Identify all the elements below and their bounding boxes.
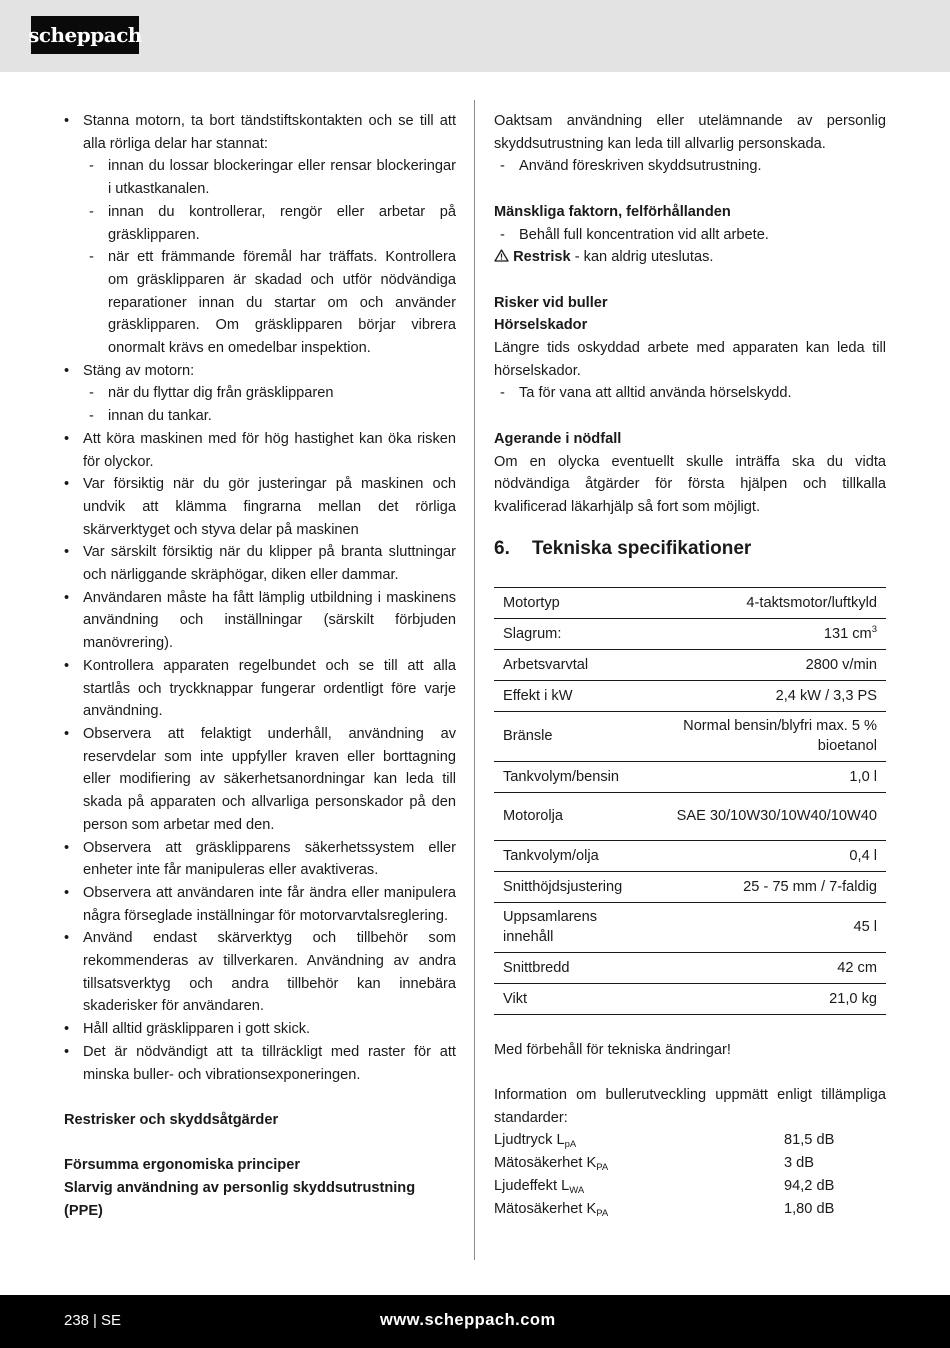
spec-value: Normal bensin/blyfri max. 5 % bioetanol xyxy=(642,711,886,761)
technical-changes-note: Med förbehåll för tekniska ändringar! xyxy=(494,1041,731,1058)
left-column xyxy=(64,110,456,1222)
heading-ppe: Slarvig användning av personlig skyddsutrustning (PPE) xyxy=(64,1180,416,1219)
heading-ergonomic: Försumma ergonomiska principer xyxy=(64,1157,300,1174)
sub-list-item: - innan du tankar. xyxy=(83,405,456,428)
right-column xyxy=(494,110,886,1220)
table-row xyxy=(494,840,886,871)
page-footer xyxy=(0,1295,950,1348)
noise-text: Längre tids oskyddad arbete med apparaten kan leda till hörselskador. xyxy=(494,340,886,379)
table-row xyxy=(494,792,886,840)
sub-list-item: - innan du kontrollerar, rengör eller arbetar på gräsklipparen. xyxy=(83,201,456,246)
spec-value: 21,0 kg xyxy=(642,983,886,1014)
section-title xyxy=(494,537,886,561)
list-item: • Att köra maskinen med för hög hastighet kan öka risken för olyckor. xyxy=(64,428,456,473)
noise-dash-item: - Ta för vana att alltid använda hörselskydd. xyxy=(494,382,886,405)
spec-label: Effekt i kW xyxy=(494,680,642,711)
spec-value: 0,4 l xyxy=(642,840,886,871)
human-dash-item: - Behåll full koncentration vid allt arbete. xyxy=(494,224,886,247)
table-row xyxy=(494,618,886,649)
noise-row: Ljudeffekt $L_{WA}$ 94,2 dB xyxy=(494,1177,835,1196)
website-link[interactable]: www.scheppach.com xyxy=(380,1311,556,1329)
spec-label: Snittbredd xyxy=(494,952,642,983)
spec-label: Slagrum: xyxy=(494,618,642,649)
spec-value: 131 $cm^3$ xyxy=(642,618,886,649)
noise-info-text: Information om bullerutveckling uppmätt enligt tillämpliga standarder: xyxy=(494,1087,886,1126)
heading-emergency: Agerande i nödfall xyxy=(494,430,622,447)
heading-noise-risks: Risker vid buller xyxy=(494,294,608,311)
list-item: • Stanna motorn, ta bort tändstiftskontakten och se till att alla rörliga delar har stannat: - innan du lossar blockeringar eller rensar blockeringar i utkastkanalen. - innan du kontrollerar, rengör eller arbetar på gräsklipparen. - när ett främmande föremål har träffats. Kontrollera om gräsklipparen är skadad och utför nödvändiga reparationer innan du startar om och använder gräsklipparen. Om gräsklipparen börjar vibrera onormalt krävs en omedelbar inspektion. xyxy=(64,110,456,360)
spec-value: 1,0 l xyxy=(642,761,886,792)
table-row xyxy=(494,983,886,1014)
residual-risk-label: Restrisk xyxy=(513,249,571,266)
table-row xyxy=(494,952,886,983)
spec-value: SAE 30/10W30/10W40/10W40 xyxy=(642,792,886,840)
spec-value: 42 cm xyxy=(642,952,886,983)
noise-row: Ljudtryck $L_{pA}$ 81,5 dB xyxy=(494,1132,835,1151)
sub-list-item: - när ett främmande föremål har träffats. Kontrollera om gräsklipparen är skadad och utför nödvändiga reparationer innan du startar om och använder gräsklipparen. Om gräsklipparen börjar vibrera onormalt krävs en omedelbar inspektion. xyxy=(83,246,456,360)
list-item: • Håll alltid gräsklipparen i gott skick. xyxy=(64,1018,456,1041)
scheppach-logo: scheppach xyxy=(31,16,139,54)
spec-table xyxy=(494,587,886,1015)
heading-residual-risks: Restrisker och skyddsåtgärder xyxy=(64,1111,279,1128)
table-row xyxy=(494,680,886,711)
section-number: 6. xyxy=(494,537,510,559)
list-item: • Var försiktig när du gör justeringar på maskinen och undvik att klämma fingrarna mellan det rörliga skärverktyget och styva delar på maskinen xyxy=(64,473,456,541)
spec-label: Vikt xyxy=(494,983,642,1014)
column-divider xyxy=(474,100,475,1260)
table-row xyxy=(494,711,886,761)
spec-value: 25 - 75 mm / 7-faldig xyxy=(642,871,886,902)
table-row xyxy=(494,871,886,902)
section-title-text: Tekniska specifikationer xyxy=(532,537,752,559)
noise-values xyxy=(494,1129,886,1220)
list-item: • Använd endast skärverktyg och tillbehör som rekommenderas av tillverkaren. Användning av andra tillsatsverktyg och andra tillbehör kan innebära skaderisker för användaren. xyxy=(64,927,456,1018)
list-item: • Observera att gräsklipparens säkerhetssystem eller enheter inte får manipuleras eller avaktiveras. xyxy=(64,837,456,882)
spec-label: Tankvolym/bensin xyxy=(494,761,642,792)
ppe-text: Oaktsam användning eller utelämnande av personlig skyddsutrustning kan leda till allvarlig personskada. xyxy=(494,113,886,152)
list-item: • Stäng av motorn: - när du flyttar dig från gräsklipparen - innan du tankar. xyxy=(64,360,456,428)
list-item: • Användaren måste ha fått lämplig utbildning i maskinens användning och inställningar (särskilt förbjuden manövrering). xyxy=(64,587,456,655)
sub-list-item: - när du flyttar dig från gräsklipparen xyxy=(83,382,456,405)
table-row xyxy=(494,649,886,680)
page-number: 238 | SE xyxy=(64,1312,121,1329)
spec-label: Motortyp xyxy=(494,587,642,618)
list-item: • Observera att felaktigt underhåll, användning av reservdelar som inte uppfyller kraven eller borttagning eller modifiering av säkerhetsanordningar kan leda till skada på apparaten och allvarliga personskador på den person som arbetar med den. xyxy=(64,723,456,837)
emergency-text: Om en olycka eventuellt skulle inträffa ska du vidta nödvändiga åtgärder för första hjälpen och tillkalla kvalificerad läkarhjälp så fort som möjligt. xyxy=(494,453,886,515)
spec-label: Motorolja xyxy=(494,792,642,840)
ppe-dash-item: - Använd föreskriven skyddsutrustning. xyxy=(494,155,886,178)
spec-value: 2800 v/min xyxy=(642,649,886,680)
spec-label: Bränsle xyxy=(494,711,642,761)
warning-triangle-icon xyxy=(494,249,509,262)
spec-label: Uppsamlarens innehåll xyxy=(494,902,642,952)
spec-label: Tankvolym/olja xyxy=(494,840,642,871)
list-item: • Det är nödvändigt att ta tillräckligt med raster för att minska buller- och vibrationsexponeringen. xyxy=(64,1041,456,1086)
spec-label: Snitthöjdsjustering xyxy=(494,871,642,902)
spec-value: 45 l xyxy=(642,902,886,952)
table-row xyxy=(494,902,886,952)
list-item: • Kontrollera apparaten regelbundet och se till att alla startlås och tryckknappar fungerar ordentligt före varje användning. xyxy=(64,655,456,723)
spec-label: Arbetsvarvtal xyxy=(494,649,642,680)
heading-hearing-damage: Hörselskador xyxy=(494,317,588,334)
spec-value: 4-taktsmotor/luftkyld xyxy=(642,587,886,618)
residual-risk-text: - kan aldrig uteslutas. xyxy=(570,249,714,266)
safety-bullet-list xyxy=(64,110,456,1086)
noise-row: Mätosäkerhet $K_{PA}$ 3 dB xyxy=(494,1155,815,1174)
spec-value: 2,4 kW / 3,3 PS xyxy=(642,680,886,711)
sub-list-item: - innan du lossar blockeringar eller rensar blockeringar i utkastkanalen. xyxy=(83,155,456,200)
list-item: • Observera att användaren inte får ändra eller manipulera några förseglade inställningar för motorvarvtalsreglering. xyxy=(64,882,456,927)
residual-risk-line xyxy=(494,246,886,269)
page-header xyxy=(0,0,950,72)
noise-row: Mätosäkerhet $K_{PA}$ 1,80 dB xyxy=(494,1200,835,1219)
table-row xyxy=(494,587,886,618)
heading-human-factor: Mänskliga faktorn, felförhållanden xyxy=(494,203,731,220)
table-row xyxy=(494,761,886,792)
list-item: • Var särskilt försiktig när du klipper på branta sluttningar och närliggande skräphögar, diken eller dammar. xyxy=(64,541,456,586)
